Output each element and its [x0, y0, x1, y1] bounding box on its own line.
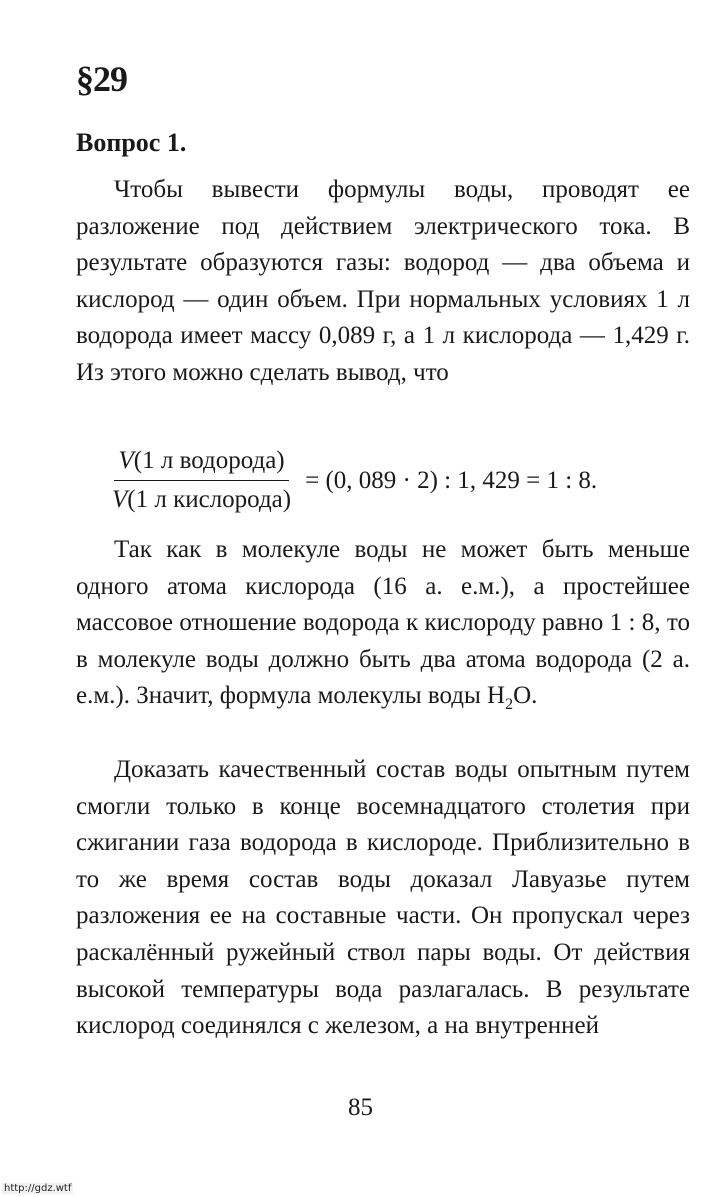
paragraph-2 — [76, 532, 690, 715]
numerator-symbol: V — [118, 447, 134, 474]
numerator-text: (1 л водорода) — [133, 447, 285, 474]
paragraph-1: Чтобы вывести формулы воды, проводят ее разложение под действием электрического тока. В результате образуются газы: водород — два объема и кислород — один объем. При нормальных условиях 1 л водорода имеет массу 0,089 г, а 1 л кислорода — 1,429 г. Из этого можно сделать вывод, что — [76, 176, 690, 386]
water-subscript: 2 — [505, 696, 514, 714]
formula-result: = (0, 089 · 2) : 1, 429 = 1 : 8. — [305, 466, 598, 494]
formula-fraction — [108, 446, 295, 515]
paragraph-2-text: Так как в молекуле воды не может быть меньше одного атома кислорода (16 а. е.м.), а простейшее массовое отношение водорода к кислороду равно 1 : 8, то в молекуле воды должно быть два атома водорода (2 а. е.м.). Значит, формула молекулы воды H — [76, 536, 690, 710]
paragraph-3: Доказать качественный состав воды опытным путем смогли только в конце восемнадцатого столетия при сжигании газа водорода в кислороде. Приблизительно в то же время состав воды доказал Лавуазье путем разложения ее на составные части. Он пропускал через раскалённый ружейный ствол пары воды. От действия высокой температуры вода разлагалась. В результате кислород соединялся с железом, а на внутренней — [76, 756, 690, 1040]
watermark-link[interactable]: http://gdz.wtf — [4, 1183, 72, 1194]
denominator-text: (1 л кислорода) — [127, 486, 292, 513]
question-heading: Вопрос 1. — [76, 128, 187, 157]
paragraph-2-tail: O. — [513, 682, 538, 710]
page-number: 85 — [348, 1094, 373, 1121]
formula-numerator — [114, 446, 288, 481]
mass-ratio-formula — [108, 446, 597, 515]
section-heading: §29 — [76, 59, 127, 99]
formula-denominator — [108, 481, 295, 515]
denominator-symbol: V — [112, 486, 128, 513]
